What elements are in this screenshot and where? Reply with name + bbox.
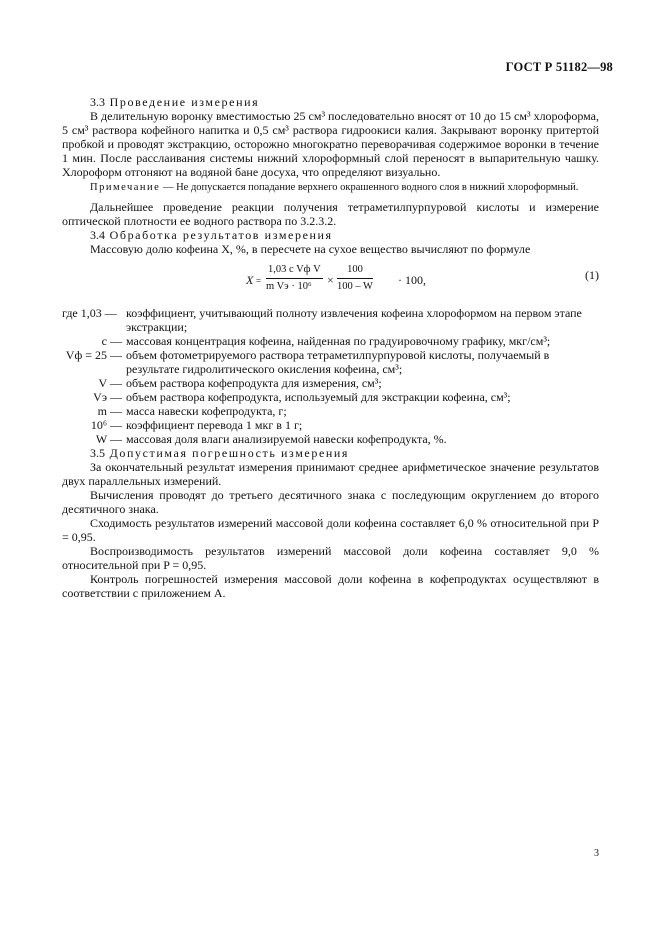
paragraph: Дальнейшее проведение реакции получения тетраметилпурпуровой кислоты и измерение оптической плотности ее водного раствора по 3.2.3.2. — [62, 200, 599, 228]
section-title: Допустимая погрешность измерения — [109, 446, 350, 460]
definition-text: массовая концентрация кофеина, найденная по градуировочному графику, мкг/см³; — [126, 334, 551, 348]
formula-number: (1) — [585, 268, 599, 282]
definition-text: коэффициент перевода 1 мкг в 1 г; — [126, 418, 303, 432]
note-label: Примечание — [90, 182, 161, 193]
section-heading-3-4: 3.4 Обработка результатов измерения — [90, 228, 333, 242]
definition-symbol: c — — [101, 334, 122, 348]
definition-text: объем фотометрируемого раствора тетраметилпурпуровой кислоты, получаемый в результате гидролитического окисления кофеина, см³; — [126, 348, 550, 376]
formula-tail: · 100, — [398, 273, 426, 287]
page-content — [62, 95, 599, 600]
document-code: ГОСТ Р 51182—98 — [505, 60, 613, 74]
paragraph: Воспроизводимость результатов измерений массовой доли кофеина составляет 9,0 % относительной при P = 0,95. — [62, 544, 599, 572]
definition-text: объем раствора кофепродукта для измерения, см³; — [126, 376, 382, 390]
definition-row — [62, 390, 599, 404]
definition-row — [62, 334, 599, 348]
page-number: 3 — [594, 848, 599, 859]
paragraph: Массовую долю кофеина X, %, в пересчете на сухое вещество вычисляют по формуле — [90, 242, 531, 256]
definition-text: массовая доля влаги анализируемой навески кофепродукта, %. — [126, 432, 447, 446]
paragraph: Вычисления проводят до третьего десятичного знака с последующим округлением до второго десятичного знака. — [62, 488, 599, 516]
formula-lhs: X — [246, 273, 254, 287]
section-title: Обработка результатов измерения — [109, 228, 333, 242]
definition-symbol: где 1,03 — — [62, 306, 117, 320]
section-heading-3-5: 3.5 Допустимая погрешность измерения — [90, 446, 350, 460]
paragraph: За окончательный результат измерения принимают среднее арифметическое значение результатов двух параллельных измерений. — [62, 460, 599, 488]
paragraph: Сходимость результатов измерений массовой доли кофеина составляет 6,0 % относительной при P = 0,95. — [62, 516, 599, 544]
definition-row — [62, 376, 599, 390]
definition-row — [62, 404, 599, 418]
formula-equals: = — [256, 276, 262, 286]
definition-row — [62, 418, 599, 432]
formula-1 — [62, 260, 599, 300]
paragraph: В делительную воронку вместимостью 25 см³ последовательно вносят от 10 до 15 см³ хлороформа, 5 см³ раствора кофейного напитка и 0,5 см³ раствора гидроокиси калия. Закрывают воронку притертой пробкой и проводят экстракцию, осторожно многократно переворачивая содержимое воронки в течение 1 мин. После расслаивания системы нижний хлороформный слой переносят в выпарительную чашку. Хлороформ отгоняют на водяной бане досуха, что определяют визуально. — [62, 109, 599, 179]
definition-row — [62, 348, 599, 376]
section-heading-3-3: 3.3 Проведение измерения — [90, 95, 260, 109]
formula-fraction-2 — [337, 263, 373, 294]
definition-symbol: V — — [98, 376, 122, 390]
fraction-numerator: 1,03 c Vф V — [266, 263, 323, 279]
definitions-list — [62, 306, 599, 446]
definition-row — [62, 306, 599, 334]
definition-text: коэффициент, учитывающий полноту извлечения кофеина хлороформом на первом этапе экстракции; — [126, 306, 582, 334]
fraction-numerator: 100 — [337, 263, 373, 279]
definition-row — [62, 432, 599, 446]
definition-symbol: W — — [95, 432, 122, 446]
definition-symbol: Vэ — — [93, 390, 122, 404]
definition-symbol: 10⁶ — — [90, 418, 122, 432]
definition-symbol: Vф = 25 — — [65, 348, 122, 362]
fraction-denominator: m Vэ · 10⁶ — [266, 281, 312, 292]
section-title: Проведение измерения — [109, 95, 260, 109]
paragraph: Контроль погрешностей измерения массовой доли кофеина в кофепродуктах осуществляют в соответствии с приложением А. — [62, 572, 599, 600]
formula-times: × — [327, 273, 334, 287]
note — [62, 181, 599, 194]
definition-symbol: m — — [97, 404, 122, 418]
definition-text: масса навески кофепродукта, г; — [126, 404, 287, 418]
formula-fraction-1 — [266, 263, 323, 294]
definition-text: объем раствора кофепродукта, используемый для экстракции кофеина, см³; — [126, 390, 511, 404]
note-text: — Не допускается попадание верхнего окрашенного водного слоя в нижний хлороформный. — [160, 182, 579, 193]
fraction-denominator: 100 – W — [337, 281, 373, 292]
